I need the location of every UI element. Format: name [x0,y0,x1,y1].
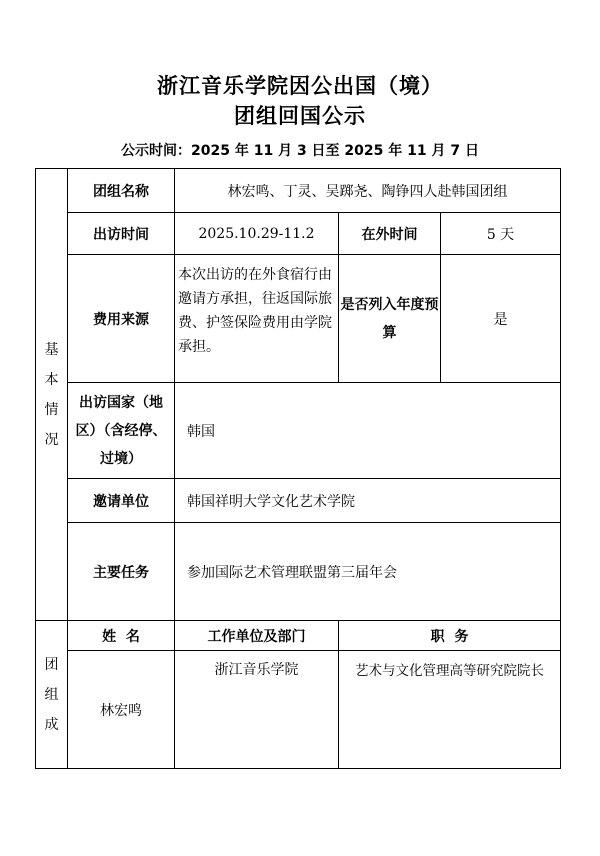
inviter-row [36,479,561,523]
task-label: 主要任务 [68,523,175,621]
member-unit-header: 工作单位及部门 [175,621,339,651]
group-name-row [36,169,561,213]
member-position-header: 职 务 [339,621,561,651]
visit-time-value: 2025.10.29-11.2 [175,213,339,255]
task-value: 参加国际艺术管理联盟第三届年会 [175,523,561,621]
fee-source-value: 本次出访的在外食宿行由邀请方承担，往返国际旅费、护签保险费用由学院承担。 [175,255,339,383]
member-name: 林宏鸣 [68,651,175,769]
members-section-label: 团 组 成 [36,621,68,769]
page-title-line2: 团组回国公示 [234,104,366,128]
member-name-header: 姓 名 [68,621,175,651]
member-row [36,651,561,769]
abroad-time-label: 在外时间 [339,213,441,255]
inviter-label: 邀请单位 [68,479,175,523]
member-unit: 浙江音乐学院 [175,651,339,769]
budget-label: 是否列入年度预算 [339,255,441,383]
countries-value: 韩国 [175,383,561,479]
countries-row [36,383,561,479]
publicity-period: 公示时间：2025 年 11 月 3 日至 2025 年 11 月 7 日 [121,143,479,159]
member-position: 艺术与文化管理高等研究院院长 [339,651,561,769]
page-title-line1: 浙江音乐学院因公出国（境） [157,74,443,98]
publicity-table [35,168,561,769]
visit-time-row [36,213,561,255]
group-name-value: 林宏鸣、丁灵、吴踯尧、陶铮四人赴韩国团组 [175,169,561,213]
members-header-row [36,621,561,651]
fee-source-row [36,255,561,383]
countries-label: 出访国家（地区）（含经停、过境） [68,383,175,479]
visit-time-label: 出访时间 [68,213,175,255]
budget-value: 是 [441,255,561,383]
fee-source-label: 费用来源 [68,255,175,383]
inviter-value: 韩国祥明大学文化艺术学院 [175,479,561,523]
group-name-label: 团组名称 [68,169,175,213]
abroad-time-value: 5 天 [441,213,561,255]
task-row [36,523,561,621]
basic-info-section-label: 基 本 情 况 [36,169,68,621]
